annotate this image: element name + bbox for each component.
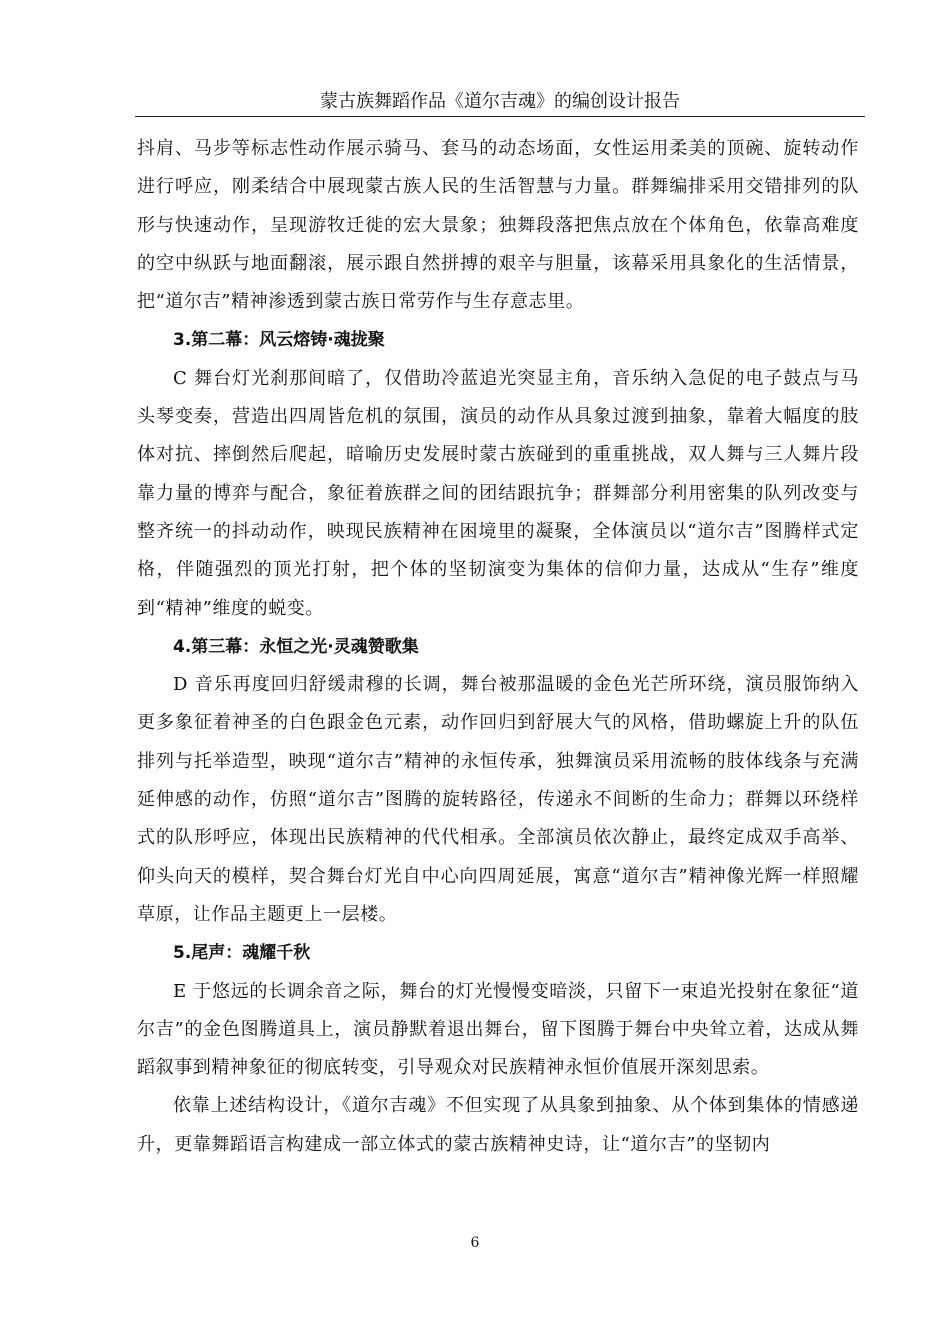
section-heading-act-two: 3.第二幕：风云熔铸·魂拢聚 (173, 330, 385, 351)
header-rule (135, 116, 865, 117)
paragraph-continued: 抖肩、马步等标志性动作展示骑马、套马的动态场面，女性运用柔美的顶碗、旋转动作进行呼应，刚柔结合中展现蒙古族人民的生活智慧与力量。群舞编排采用交错排列的队形与快速动作，呈现游牧迁徙的宏大景象；独舞段落把焦点放在个体角色，依靠高难度的空中纵跃与地面翻滚，展示跟自然拼搏的艰辛与胆量，该幕采用具象化的生活情景，把“道尔吉”精神渗透到蒙古族日常劳作与生存意志里。 (137, 138, 859, 313)
paragraph-act-two: C 舞台灯光刹那间暗了，仅借助冷蓝追光突显主角，音乐纳入急促的电子鼓点与马头琴变奏，营造出四周皆危机的氛围，演员的动作从具象过渡到抽象，靠着大幅度的肢体对抗、摔倒然后爬起，暗喻历史发展时蒙古族碰到的重重挑战，双人舞与三人舞片段靠力量的博弈与配合，象征着族群之间的团结跟抗争；群舞部分利用密集的队列改变与整齐统一的抖动动作，映现民族精神在困境里的凝聚，全体演员以“道尔吉”图腾样式定格，伴随强烈的顶光打射，把个体的坚韧演变为集体的信仰力量，达成从“生存”维度到“精神”维度的蜕变。 (137, 367, 859, 619)
page-number: 6 (470, 1235, 480, 1251)
paragraph-epilogue: E 于悠远的长调余音之际，舞台的灯光慢慢变暗淡，只留下一束追光投射在象征“道尔吉”的金色图腾道具上，演员静默着退出舞台，留下图腾于舞台中央耸立着，达成从舞蹈叙事到精神象征的彻底转变，引导观众对民族精神永恒价值展开深刻思索。 (137, 980, 859, 1079)
section-heading-act-three: 4.第三幕：永恒之光·灵魂赞歌集 (173, 636, 419, 657)
paragraph-summary: 依靠上述结构设计，《道尔吉魂》不但实现了从具象到抽象、从个体到集体的情感递升，更靠舞蹈语言构建成一部立体式的蒙古族精神史诗，让“道尔吉”的坚韧内 (137, 1095, 859, 1155)
section-heading-epilogue: 5.尾声：魂耀千秋 (173, 943, 311, 964)
paragraph-act-three: D 音乐再度回归舒缓肃穆的长调，舞台被那温暖的金色光芒所环绕，演员服饰纳入更多象征着神圣的白色跟金色元素，动作回归到舒展大气的风格，借助螺旋上升的队伍排列与托举造型，映现“道尔吉”精神的永恒传承，独舞演员采用流畅的肢体线条与充满延伸感的动作，仿照“道尔吉”图腾的旋转路径，传递永不间断的生命力；群舞以环绕样式的队形呼应，体现出民族精神的代代相承。全部演员依次静止，最终定成双手高举、仰头向天的模样，契合舞台灯光自中心向四周延展，寓意“道尔吉”精神像光辉一样照耀草原，让作品主题更上一层楼。 (137, 674, 859, 925)
running-header: 蒙古族舞蹈作品《道尔吉魂》的编创设计报告 (320, 91, 680, 112)
body-text (137, 130, 859, 1164)
